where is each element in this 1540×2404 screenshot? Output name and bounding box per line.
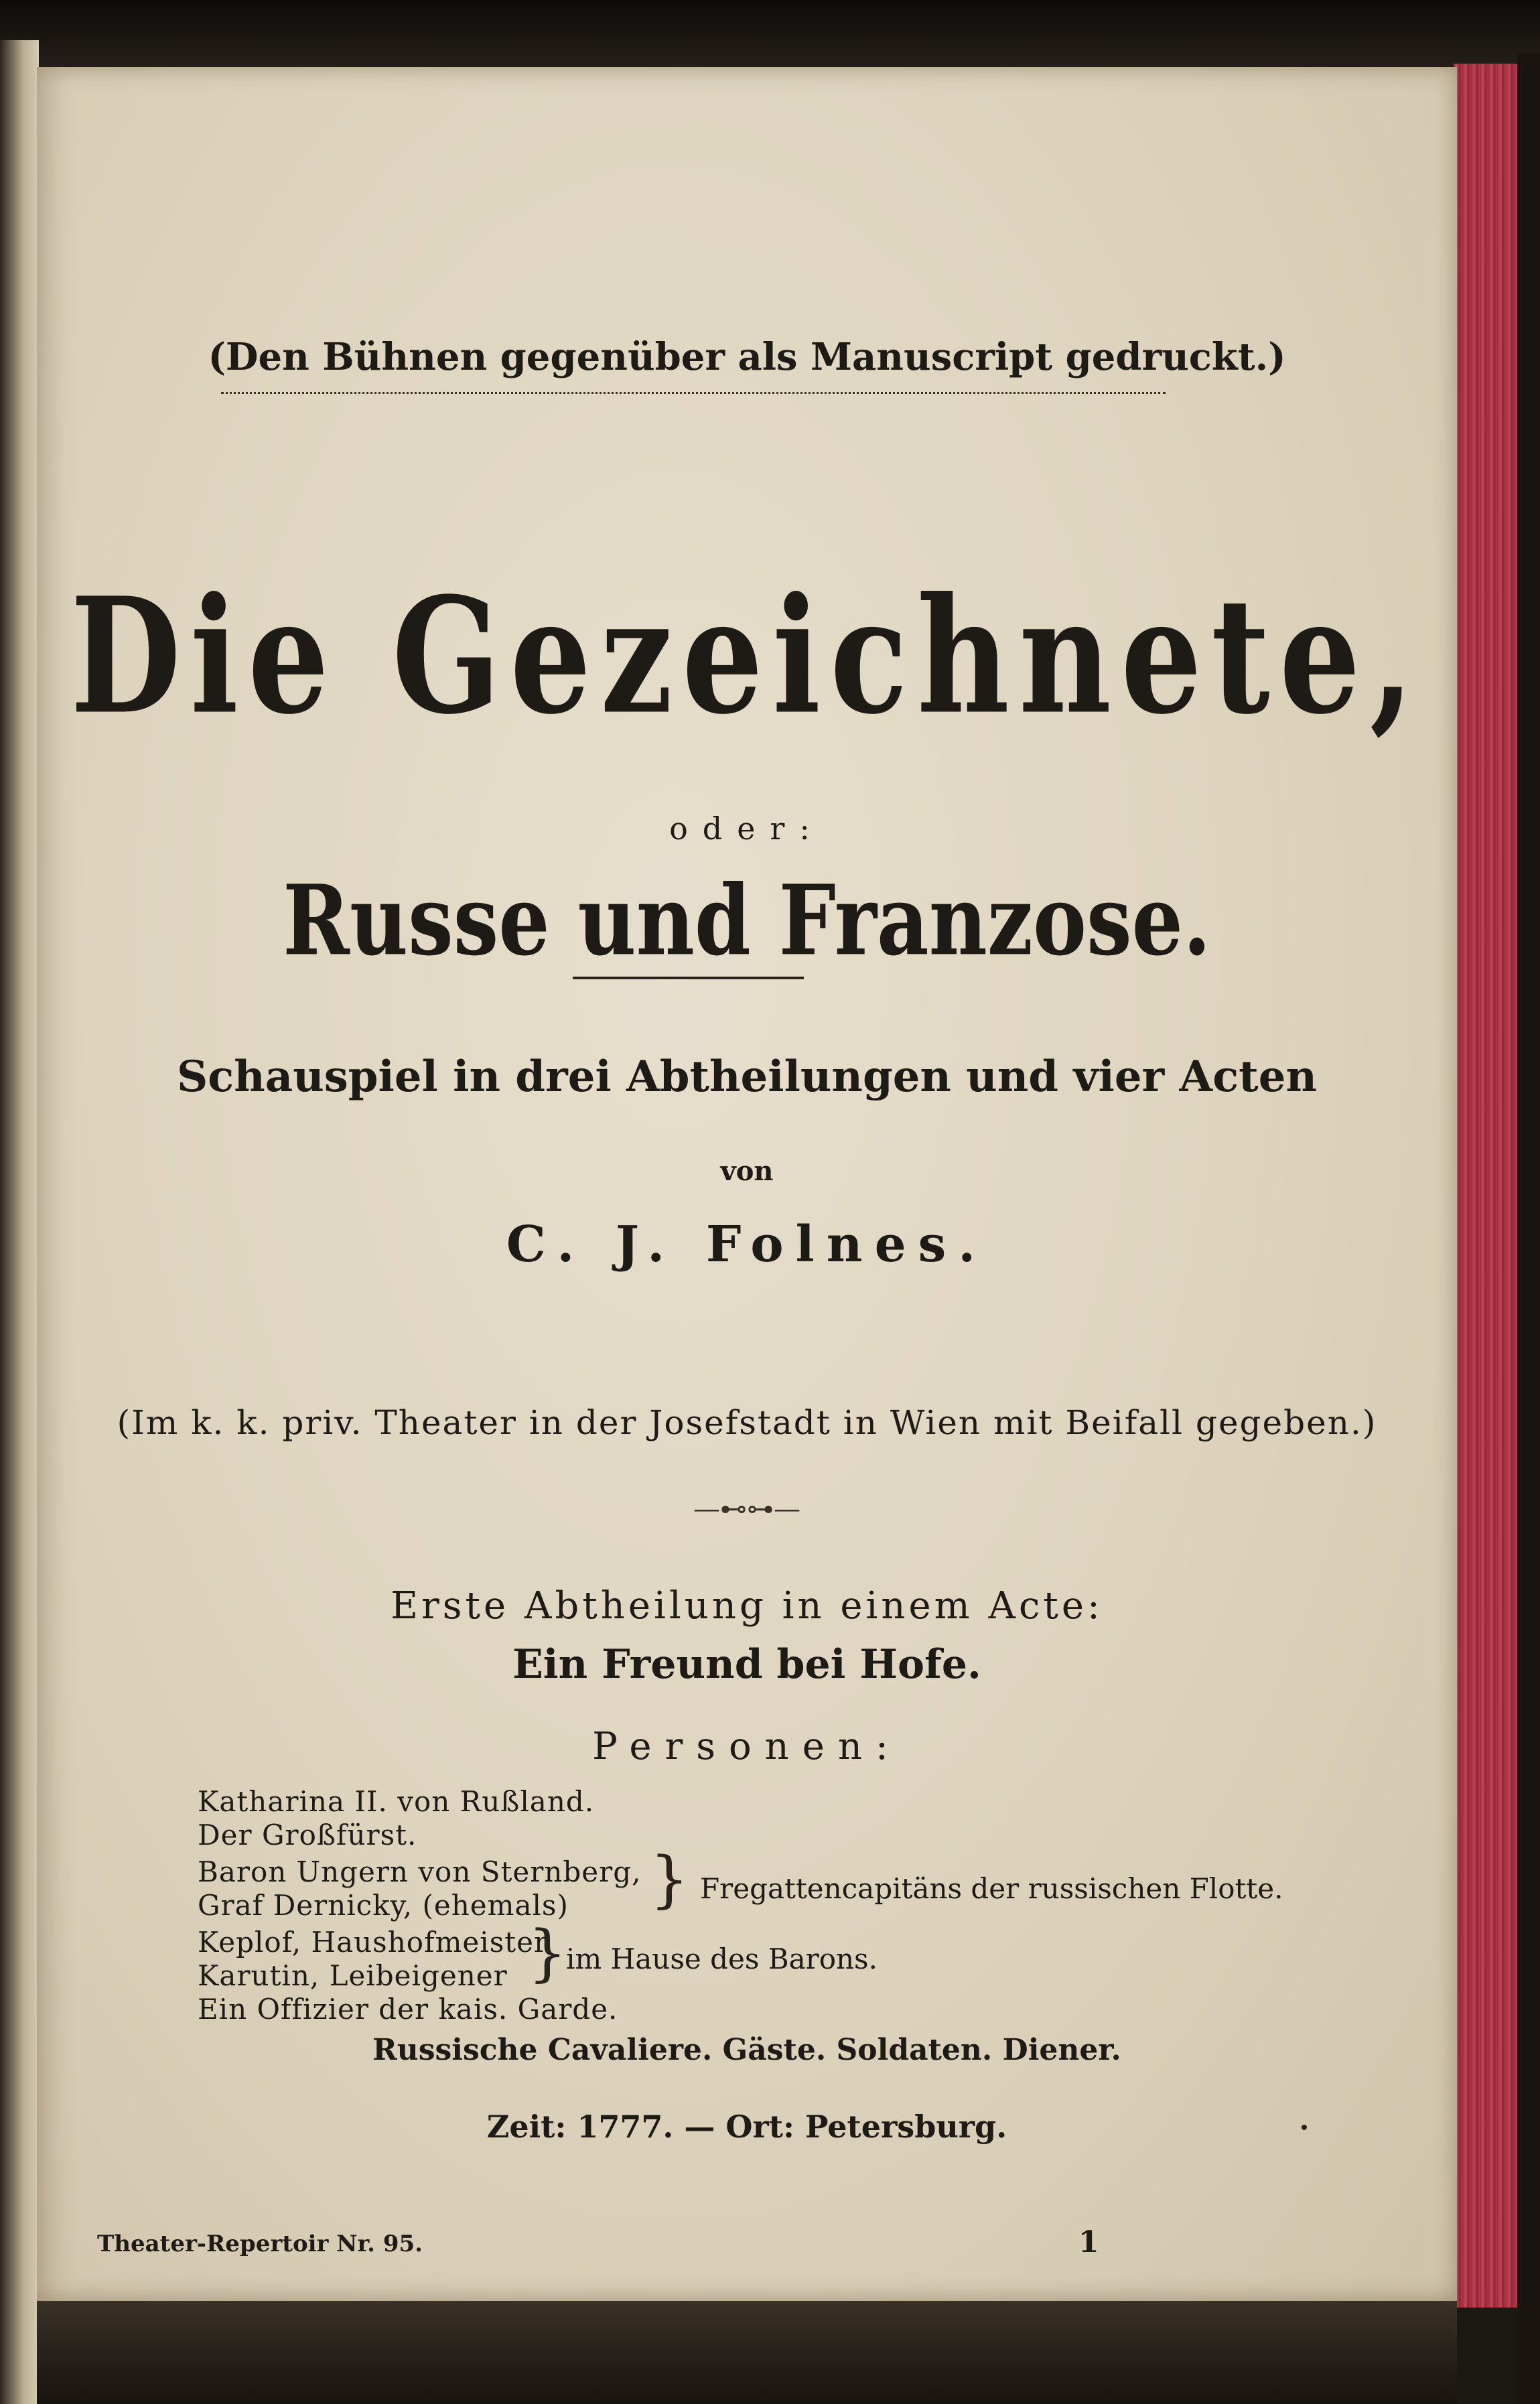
- scan-bottom-shadow: [37, 2301, 1457, 2404]
- cast-brace: }: [528, 1917, 567, 1989]
- cast-item: Ein Offizier der kais. Garde.: [198, 1993, 618, 2026]
- manuscript-underline: [221, 392, 1166, 394]
- personen-heading: Personen:: [592, 1725, 902, 1768]
- act-heading: Erste Abtheilung in einem Acte:: [391, 1584, 1103, 1628]
- ornament-divider: —⊷⊶—: [693, 1494, 800, 1525]
- series-footer: Theater-Repertoir Nr. 95.: [97, 2231, 423, 2257]
- cast-group-note: im Hause des Barons.: [566, 1942, 878, 1975]
- author-name: C. J. Folnes.: [506, 1216, 988, 1273]
- book-cover-edge: [1517, 54, 1540, 2404]
- cast-item: Katharina II. von Rußland.: [198, 1785, 595, 1818]
- book-page: [37, 67, 1457, 2301]
- scan-top-shadow: [0, 0, 1540, 74]
- title-connector: oder:: [669, 810, 825, 847]
- cast-group-note: Fregattencapitäns der russischen Flotte.: [700, 1872, 1283, 1905]
- act-title: Ein Freund bei Hofe.: [512, 1641, 981, 1688]
- cast-item: Graf Dernicky, (ehemals): [198, 1889, 569, 1922]
- page-number: 1: [1078, 2225, 1099, 2259]
- cast-item: Keplof, Haushofmeister: [198, 1926, 549, 1959]
- time-place-line: Zeit: 1777. — Ort: Petersburg.: [486, 2109, 1007, 2145]
- page-edge-red: [1454, 64, 1517, 2308]
- manuscript-note: (Den Bühnen gegenüber als Manuscript gedruckt.): [208, 335, 1286, 379]
- performance-note: (Im k. k. priv. Theater in der Josefstadt in Wien mit Beifall gegeben.): [117, 1403, 1377, 1442]
- play-title: Die Gezeichnete,: [70, 563, 1423, 750]
- cast-item: Der Großfürst.: [198, 1819, 417, 1851]
- genre-line: Schauspiel in drei Abtheilungen und vier Acten: [177, 1052, 1317, 1102]
- ink-dot: [1302, 2125, 1307, 2130]
- cast-brace: }: [650, 1843, 689, 1915]
- by-line: von: [720, 1155, 774, 1187]
- play-subtitle: Russe und Franzose.: [283, 864, 1211, 978]
- extras-line: Russische Cavaliere. Gäste. Soldaten. Diener.: [372, 2033, 1121, 2067]
- cast-item: Baron Ungern von Sternberg,: [198, 1855, 642, 1888]
- book-spine: [0, 40, 39, 2404]
- title-divider: [573, 977, 804, 979]
- cast-item: Karutin, Leibeigener: [198, 1959, 508, 1992]
